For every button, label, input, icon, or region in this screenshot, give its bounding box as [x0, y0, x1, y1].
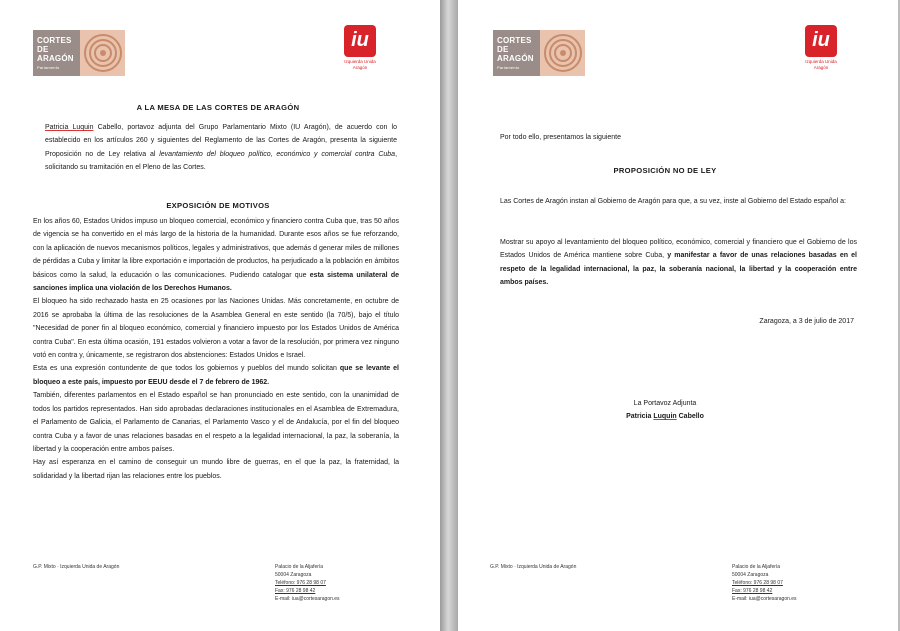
document-page-left: CORTES DE ARAGÓN Parlamento iu Izquierda Unida Aragón A LA MESA DE LAS CORTES DE ARAGÓN Patricia Luquin Cabello, portavoz adjunta del Grupo Parlamentario Mixto (IU Aragón), de acuerdo con lo establecido en los artículos 260 y siguientes del Reglamento de las Cortes de Aragón, presenta la siguiente Proposición no de Ley relativa al levantamiento del bloqueo político, económico y comercial contra Cuba, solicitando su tramitación en el Pleno de las Cortes. EXPOSICIÓN DE MOTIVOS En los años 60, Estados Unidos impuso un bloqueo comercial, económico y financiero contra Cuba que, tras 50 años de vigencia se ha convertido en el más largo de la historia de la humanidad. Durante esos años se fue reforzando, con la aplicación de nuevos mecanismos políticos, legales y administrativos, que además d generar miles de millones de pérdidas a Cuba y limitar la libre exportación e importación de productos, ha perjudicado a la población en ámbitos básicos como la salud, la educación o las comunicaciones. Pudiendo catalogar que esta sistema unilateral de sanciones implica una violación de los Derechos Humanos. El bloqueo ha sido rechazado hasta en 25 ocasiones por las Naciones Unidas. Más concretamente, en octubre de 2016 se aprobaba la última de las resoluciones de la Asamblea General en este sentido (la 70/5), bajo el título "Necesidad de poner fin al bloqueo económico, comercial y financiero impuesto por los Estados Unidos de América contra Cuba". En esta última ocasión, 191 estados volvieron a votar a favor de la resolución, por primera vez ninguno votó en contra y, únicamente, se registraron dos abstenciones: Estados Unidos e Israel. Esta es una expresión contundente de que todos los gobiernos y pueblos del mundo solicitan que se levante el bloqueo a este país, impuesto por EEUU desde el 7 de febrero de 1962. También, diferentes parlamentos en el Estado español se han pronunciado en este sentido, con la unanimidad de todos los partidos representados. Han sido aprobadas declaraciones institucionales en el Asamblea de Extremadura, el Parlamento de Galicia, el Parlamento de Canarias, el Parlamento Vasco y el de Andalucía, por el fin del bloqueo contra Cuba y a favor de unas relaciones basadas en el respeto a la legalidad internacional, la paz, la soberanía, la libertad y la cooperación entre ambos países. Hay así esperanza en el camino de conseguir un mundo libre de guerras, en el que la paz, la fraternidad, la solidaridad y la libertad rijan las relaciones entre los pueblos. G.P. Mixto · Izquierda Unida de Aragón Palacio de la Aljafería 50004 Zaragoza Teléfono: 976 28 98 07 Fax: 976 28 98 42 E-mail: iua@cortesaragon.es — [0, 0, 440, 631]
page-gutter — [440, 0, 458, 631]
cortes-de-aragon-logo: CORTES DE ARAGÓN Parlamento — [33, 30, 125, 76]
cortes-de-aragon-logo: CORTES DE ARAGÓN Parlamento — [493, 30, 585, 76]
proposicion-intro: Las Cortes de Aragón instan al Gobierno de Aragón para que, a su vez, inste al Gobierno del Estado español a: — [500, 198, 846, 205]
lead-line: Por todo ello, presentamos la siguiente — [500, 134, 622, 141]
paragraph: Hay así esperanza en el camino de conseguir un mundo libre de guerras, en el que la paz, la fraternidad, la solidaridad y la libertad rijan las relaciones entre los pueblos. — [33, 459, 399, 480]
heading-proposicion: PROPOSICIÓN NO DE LEY — [613, 166, 717, 175]
heading-mesa: A LA MESA DE LAS CORTES DE ARAGÓN — [136, 103, 300, 112]
proposicion-body: Mostrar su apoyo al levantamiento del bloqueo político, económico, comercial y financiero que el Gobierno de los Estados Unidos de América mantiene sobre Cuba, y manifestar a favor de unas relaciones basadas en el respeto de la legalidad internacional, la paz, la soberanía nacional, la libertad y la cooperación entre ambos países. — [500, 239, 857, 287]
iu-logo: iu Izquierda Unida Aragón — [340, 25, 380, 77]
paragraph: Esta es una expresión contundente de que todos los gobiernos y pueblos del mundo solicitan que se levante el bloqueo a este país, impuesto por EEUU desde el 7 de febrero de 1962. — [33, 365, 399, 386]
paragraph: También, diferentes parlamentos en el Estado español se han pronunciado en este sentido, con la unanimidad de todos los partidos representados. Han sido aprobadas declaraciones institucionales en el Asamblea de Extremadura, el Parlamento de Galicia, el Parlamento de Canarias, el Parlamento Vasco y el de Andalucía, por el fin del bloqueo contra Cuba y a favor de unas relaciones basadas en el respeto a la legalidad internacional, la paz, la soberanía, la libertad y la cooperación entre ambos países. — [33, 392, 399, 453]
seal-icon — [80, 30, 125, 76]
heading-exposicion: EXPOSICIÓN DE MOTIVOS — [166, 201, 270, 210]
exposicion-body — [33, 215, 399, 483]
date-line: Zaragoza, a 3 de julio de 2017 — [759, 318, 854, 325]
paragraph: En los años 60, Estados Unidos impuso un bloqueo comercial, económico y financiero contra Cuba que, tras 50 años de vigencia se ha convertido en el más largo de la historia de la humanidad. Durante esos años se fue reforzando, con la aplicación de nuevos mecanismos políticos, legales y administrativos, que además d generar miles de millones de pérdidas a Cuba y limitar la libre exportación e importación de productos, ha perjudicado a la población en ámbitos básicos como la salud, la educación o las comunicaciones. Pudiendo catalogar que esta sistema unilateral de sanciones implica una violación de los Derechos Humanos. — [33, 218, 400, 293]
seal-icon — [540, 30, 585, 76]
document-page-right: CORTES DE ARAGÓN Parlamento iu Izquierda Unida Aragón Por todo ello, presentamos la siguiente PROPOSICIÓN NO DE LEY Las Cortes de Aragón instan al Gobierno de Aragón para que, a su vez, inste al Gobierno del Estado español a: Mostrar su apoyo al levantamiento del bloqueo político, económico, comercial y financiero que el Gobierno de los Estados Unidos de América mantiene sobre Cuba, y manifestar a favor de unas relaciones basadas en el respeto de la legalidad internacional, la paz, la soberanía nacional, la libertad y la cooperación entre ambos países. Zaragoza, a 3 de julio de 2017 La Portavoz Adjunta Patricia Luquin Cabello G.P. Mixto · Izquierda Unida de Aragón Palacio de la Aljafería 50004 Zaragoza Teléfono: 976 28 98 07 Fax: 976 28 98 42 E-mail: iua@cortesaragon.es — [458, 0, 898, 631]
paragraph: El bloqueo ha sido rechazado hasta en 25 ocasiones por las Naciones Unidas. Más concretamente, en octubre de 2016 se aprobaba la última de las resoluciones de la Asamblea General en este sentido (la 70/5), bajo el título "Necesidad de poner fin al bloqueo económico, comercial y financiero impuesto por los Estados Unidos de América contra Cuba". En esta última ocasión, 191 estados volvieron a votar a favor de la resolución, por primera vez ninguno votó en contra y, únicamente, se registraron dos abstenciones: Estados Unidos e Israel. — [33, 298, 399, 360]
iu-logo: iu Izquierda Unida Aragón — [801, 25, 841, 77]
intro-paragraph: Patricia Luquin Cabello, portavoz adjunta del Grupo Parlamentario Mixto (IU Aragón), de acuerdo con lo establecido en los artículos 260 y siguientes del Reglamento de las Cortes de Aragón, presenta la siguiente Proposición no de Ley relativa al levantamiento del bloqueo político, económico y comercial contra Cuba, solicitando su tramitación en el Pleno de las Cortes. — [45, 124, 398, 172]
signature-block: La Portavoz Adjunta Patricia Luquin Cabello — [626, 400, 704, 420]
